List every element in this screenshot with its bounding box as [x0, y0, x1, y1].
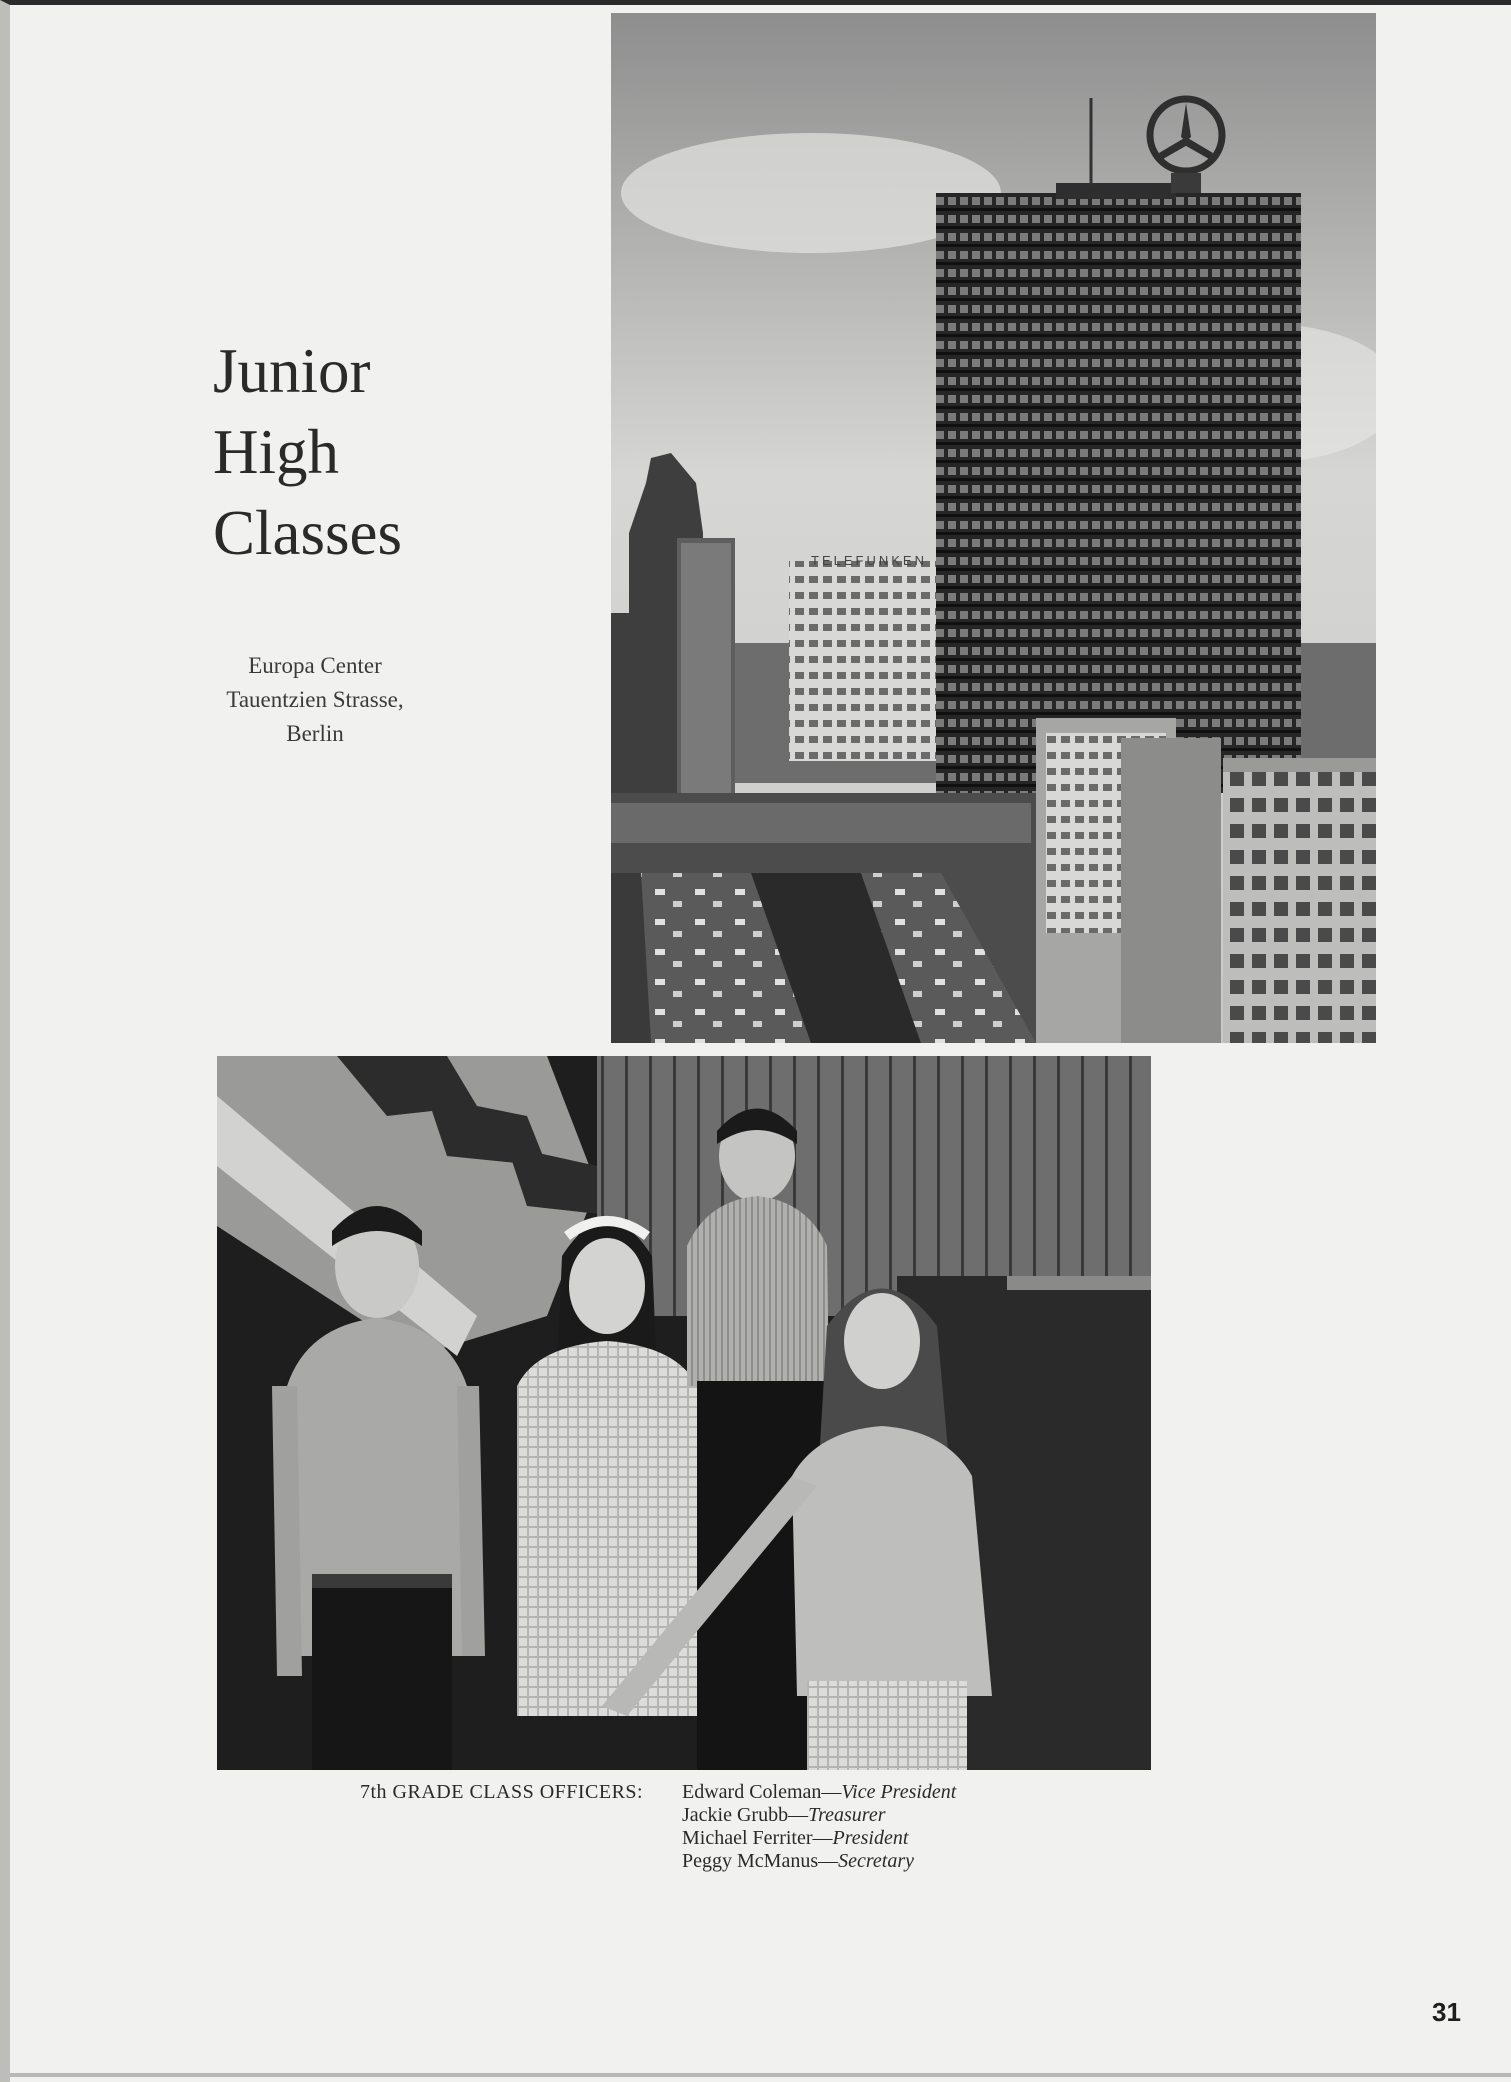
officer-list [682, 1781, 956, 1873]
officer-entry: Peggy McManus—Secretary [682, 1850, 914, 1872]
officer-name: Edward Coleman [682, 1781, 822, 1803]
officer-role: President [832, 1827, 909, 1849]
photo-location [190, 649, 440, 751]
officer-name: Jackie Grubb [682, 1804, 789, 1826]
location-line: Berlin [286, 721, 344, 746]
officer-role: Secretary [838, 1850, 914, 1872]
telefunken-sign: TELEFUNKEN [811, 553, 927, 568]
officer-role: Vice President [841, 1781, 957, 1803]
location-line: Europa Center [248, 653, 382, 678]
caption-label: 7th GRADE CLASS OFFICERS: [360, 1781, 644, 1803]
officer-entry: Michael Ferriter—President [682, 1827, 909, 1849]
officer-role: Treasurer [808, 1804, 886, 1826]
officer-name: Peggy McManus [682, 1850, 819, 1872]
europa-center-photo [611, 13, 1376, 1043]
title-line: Classes [213, 498, 402, 568]
officer-name: Michael Ferriter [682, 1827, 813, 1849]
title-line: High [213, 417, 339, 487]
class-officers-image [217, 1056, 1151, 1770]
location-line: Tauentzien Strasse, [226, 687, 404, 712]
bottom-edge-divider [10, 2073, 1511, 2077]
title-line: Junior [213, 336, 371, 406]
page-number: 31 [1432, 1997, 1461, 2027]
page-title [213, 331, 402, 574]
officer-entry: Jackie Grubb—Treasurer [682, 1804, 886, 1826]
officer-entry: Edward Coleman—Vice President [682, 1781, 957, 1803]
city-skyline-image [611, 13, 1376, 1043]
class-officers-photo [217, 1056, 1151, 1770]
